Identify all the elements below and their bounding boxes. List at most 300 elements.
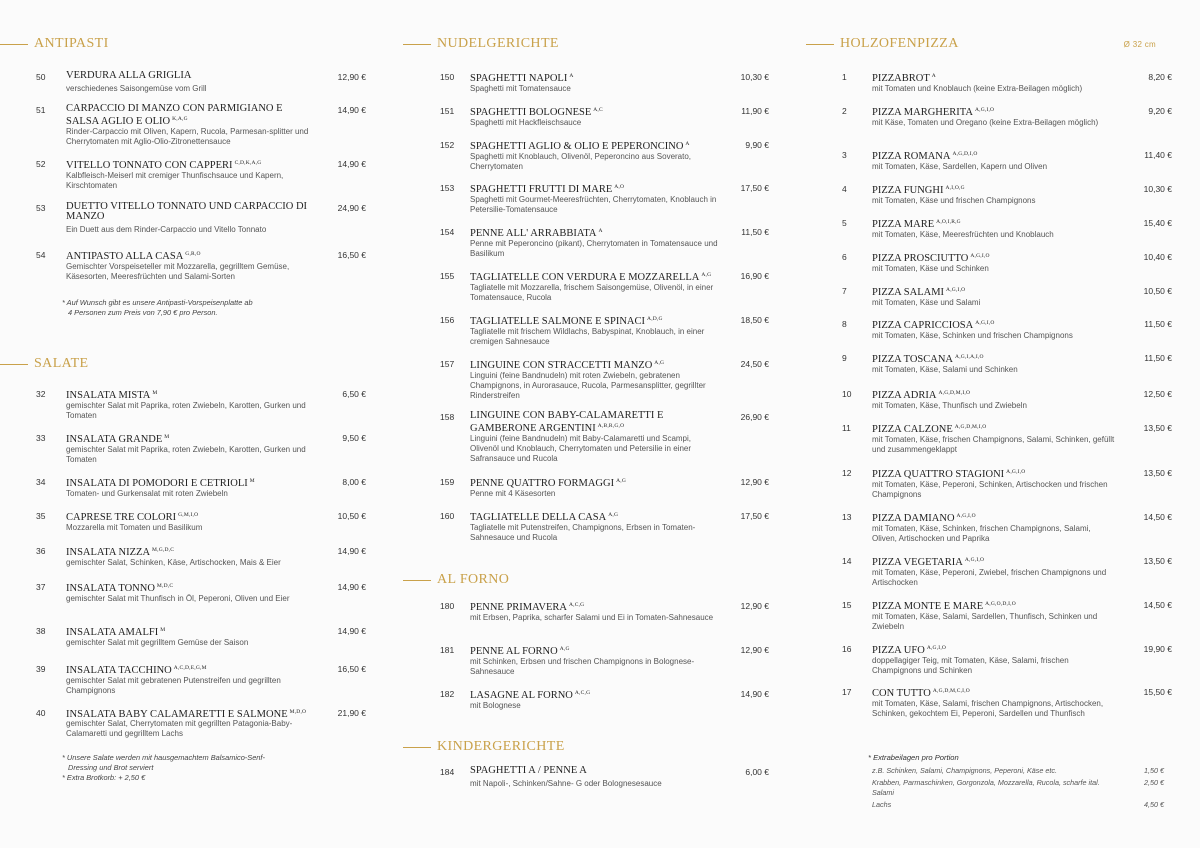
item-allergens: M: [152, 390, 158, 396]
item-name: [470, 411, 720, 434]
item-description: Rinder-Carpaccio mit Oliven, Kapern, Rucola, Parmesan-splitter und Cherrytomaten mit Aglio-Olio-Zitronettensauce: [66, 127, 309, 147]
extra-text: Krabben, Parmaschinken, Gorgonzola, Mozzarella, Rucola, scharfe ital. Salami: [872, 778, 1100, 797]
item-description: Penne mit 4 Käsesorten: [470, 489, 556, 498]
section-header-holzofenpizza: [806, 34, 1186, 54]
item-name-text: PIZZABROT: [872, 73, 930, 84]
item-allergens: M,D,C: [156, 583, 174, 589]
item-description: gemischter Salat mit gebratenen Putenstreifen und gegrillten Champignons: [66, 676, 281, 696]
item-price: 10,30 €: [1143, 184, 1172, 194]
item-price: 11,40 €: [1144, 150, 1172, 160]
item-number: 5: [842, 218, 847, 228]
item-allergens: A: [569, 73, 574, 79]
item-number: 4: [842, 184, 847, 194]
divider: [403, 580, 431, 581]
item-name: [872, 686, 1117, 699]
item-allergens: A,G,I,O: [974, 107, 995, 113]
section-title: SALATE: [34, 356, 89, 371]
item-name-text: PIZZA ROMANA: [872, 151, 951, 162]
item-number: 3: [842, 150, 847, 160]
item-number: 40: [36, 708, 46, 718]
item-name: [470, 644, 720, 657]
item-allergens: A,C: [593, 107, 603, 113]
item-allergens: A: [931, 73, 936, 79]
item-price: 14,90 €: [337, 546, 366, 556]
item-allergens: M: [249, 478, 255, 484]
item-number: 150: [440, 72, 455, 82]
section-title: NUDELGERICHTE: [437, 36, 559, 51]
item-name: [470, 139, 720, 152]
item-description: mit Tomaten, Käse, Meeresfrüchten und Knoblauch: [872, 230, 1054, 239]
section-title: HOLZOFENPIZZA: [840, 36, 959, 51]
item-description: Tagliatelle mit Putenstreifen, Champignons, Erbsen in Tomaten-Sahnesauce und Rucola: [470, 523, 696, 543]
item-name-text: INSALATA AMALFI: [66, 627, 159, 638]
item-description: gemischter Salat mit Paprika, roten Zwiebeln, Karotten, Gurken und Tomaten: [66, 401, 306, 421]
item-name-text: TAGLIATELLE CON VERDURA E MOZZARELLA: [470, 272, 700, 283]
section-title: AL FORNO: [437, 572, 510, 587]
item-price: 9,20 €: [1148, 106, 1172, 116]
item-name-text: PIZZA QUATTRO STAGIONI: [872, 469, 1005, 480]
item-name-text: PIZZA PROSCIUTTO: [872, 253, 969, 264]
item-allergens: M,G,D,C: [152, 547, 175, 553]
item-allergens: A,C,D,E,G,M: [173, 665, 207, 671]
item-description: Penne mit Peperoncino (pikant), Cherrytomaten in Tomatensauce und Basilikum: [470, 239, 718, 259]
item-number: 10: [842, 389, 852, 399]
item-price: 12,90 €: [337, 72, 366, 82]
item-name-text: CARPACCIO DI MANZO CON PARMIGIANO E SALSA AGLIO E OLIO: [66, 103, 283, 127]
divider: [806, 44, 834, 45]
item-price: 8,00 €: [342, 477, 366, 487]
item-allergens: A,G,D,I,O: [952, 151, 978, 157]
item-price: 14,90 €: [337, 105, 366, 115]
extras-title: * Extrabeilagen pro Portion: [868, 753, 959, 762]
item-description: gemischter Salat mit gegrilltem Gemüse der Saison: [66, 638, 249, 647]
footnote-line: 4 Personen zum Preis von 7,90 € pro Person.: [68, 308, 218, 317]
item-description: Spaghetti mit Tomatensauce: [470, 84, 571, 93]
item-name-text: INSALATA TACCHINO: [66, 665, 172, 676]
item-allergens: A,G: [616, 478, 627, 484]
item-price: 6,00 €: [745, 767, 769, 777]
item-name-text: INSALATA GRANDE: [66, 434, 163, 445]
item-allergens: A,G: [559, 646, 570, 652]
item-number: 32: [36, 389, 46, 399]
item-allergens: A,O,I,R,G: [936, 219, 961, 225]
item-name-text: PIZZA SALAMI: [872, 287, 945, 298]
item-description: doppellagiger Teig, mit Tomaten, Käse, Salami, frischen Champignons und Schinken: [872, 656, 1069, 676]
item-description: mit Tomaten, Käse, Peperoni, Zwiebel, frischen Champignons und Artischocken: [872, 568, 1107, 588]
item-description: mit Tomaten, Käse, Schinken, frischen Champignons, Salami, Oliven, Artischocken und Paprika: [872, 524, 1091, 544]
extra-text: Lachs: [872, 800, 892, 809]
item-name: [872, 149, 1117, 162]
divider: [403, 747, 431, 748]
footnote: [62, 753, 362, 783]
item-name-text: LINGUINE CON STRACCETTI MANZO: [470, 360, 653, 371]
item-price: 14,90 €: [337, 582, 366, 592]
item-number: 33: [36, 433, 46, 443]
item-name: [872, 285, 1117, 298]
footnote: [62, 298, 362, 318]
item-allergens: A,G,D,M,C,I,O: [932, 688, 970, 694]
item-name-text: CAPRESE TRE COLORI: [66, 512, 177, 523]
item-name: [872, 71, 1117, 84]
item-name: [470, 476, 720, 489]
extra-price: 4,50 €: [1144, 800, 1164, 809]
item-description: Tagliatelle mit Mozzarella, frischem Saisongemüse, Olivenöl, in einer Tomatensauce, Rucola: [470, 283, 714, 303]
item-price: 13,50 €: [1143, 468, 1172, 478]
item-allergens: A,C,G: [574, 690, 591, 696]
item-number: 158: [440, 412, 455, 422]
item-price: 15,40 €: [1143, 218, 1172, 228]
item-description: mit Tomaten, Käse, Schinken und frischen Champignons: [872, 331, 1073, 340]
item-price: 16,50 €: [337, 250, 366, 260]
item-name-text: LASAGNE AL FORNO: [470, 690, 573, 701]
item-number: 39: [36, 664, 46, 674]
item-name-text: INSALATA NIZZA: [66, 547, 151, 558]
item-number: 52: [36, 159, 46, 169]
item-price: 14,90 €: [337, 626, 366, 636]
item-description: mit Tomaten, Käse und Schinken: [872, 264, 989, 273]
item-name: [470, 71, 720, 84]
item-name: [66, 663, 316, 676]
divider: [0, 44, 28, 45]
item-name-text: SPAGHETTI A / PENNE A: [470, 765, 587, 776]
item-number: 54: [36, 250, 46, 260]
item-allergens: A,G,I,O: [1006, 469, 1026, 475]
item-name: [66, 625, 316, 638]
item-number: 182: [440, 689, 455, 699]
item-number: 184: [440, 767, 455, 777]
item-description: mit Tomaten und Knoblauch (keine Extra-Beilagen möglich): [872, 84, 1083, 93]
item-name-text: INSALATA BABY CALAMARETTI E SALMONE: [66, 709, 288, 720]
item-allergens: C,D,K,A,G: [234, 160, 262, 166]
item-price: 24,90 €: [337, 203, 366, 213]
item-price: 21,90 €: [337, 708, 366, 718]
item-name-text: INSALATA MISTA: [66, 390, 151, 401]
item-name-text: PIZZA VEGETARIA: [872, 557, 963, 568]
item-name: [872, 183, 1117, 196]
item-number: 151: [440, 106, 455, 116]
item-name: [470, 766, 720, 776]
footnote-line: Dressing und Brot serviert: [68, 763, 154, 772]
item-name: [872, 352, 1117, 365]
item-description: Spaghetti mit Knoblauch, Olivenöl, Peperoncino aus Soverato, Cherrytomaten: [470, 152, 692, 172]
item-number: 13: [842, 512, 852, 522]
item-description: verschiedenes Saisongemüse vom Grill: [66, 84, 207, 93]
extra-row: [872, 778, 1164, 797]
item-name: [66, 476, 316, 489]
item-allergens: A,G,I,O: [975, 320, 995, 326]
item-number: 1: [842, 72, 847, 82]
item-name-text: PENNE AL FORNO: [470, 646, 558, 657]
item-price: 13,50 €: [1143, 556, 1172, 566]
item-description: Kalbfleisch-Meiserl mit cremiger Thunfischsauce und Kapern, Kirschtomaten: [66, 171, 284, 191]
item-price: 6,50 €: [342, 389, 366, 399]
extra-row: [872, 766, 1164, 776]
section-header-al-forno: [403, 570, 509, 590]
item-name-text: PIZZA UFO: [872, 645, 925, 656]
item-description: mit Bolognese: [470, 701, 521, 710]
item-number: 35: [36, 511, 46, 521]
divider: [0, 364, 28, 365]
item-name: [66, 249, 316, 262]
item-name: [872, 217, 1117, 230]
pizza-size-note: Ø 32 cm: [1123, 39, 1156, 49]
item-description: Tomaten- und Gurkensalat mit roten Zwiebeln: [66, 489, 228, 498]
item-number: 160: [440, 511, 455, 521]
item-price: 17,50 €: [740, 511, 769, 521]
item-allergens: A,G,I,O: [964, 557, 985, 563]
item-name-text: ANTIPASTO ALLA CASA: [66, 251, 184, 262]
item-name-text: PENNE QUATTRO FORMAGGI: [470, 478, 615, 489]
item-allergens: G,R,O: [185, 251, 201, 257]
item-price: 12,50 €: [1143, 389, 1172, 399]
extra-text: z.B. Schinken, Salami, Champignons, Peperoni, Käse etc.: [872, 766, 1057, 775]
item-allergens: M: [160, 627, 166, 633]
item-name-text: INSALATA TONNO: [66, 583, 155, 594]
item-name: [470, 688, 720, 701]
item-price: 26,90 €: [740, 412, 769, 422]
item-name: [872, 318, 1117, 331]
item-number: 37: [36, 582, 46, 592]
item-number: 7: [842, 286, 847, 296]
item-price: 16,90 €: [740, 271, 769, 281]
item-allergens: M: [164, 434, 170, 440]
item-allergens: A: [598, 228, 603, 234]
item-name: [470, 314, 720, 327]
item-number: 16: [842, 644, 852, 654]
item-name: [470, 182, 720, 195]
item-price: 14,50 €: [1143, 512, 1172, 522]
item-name-text: PIZZA DAMIANO: [872, 513, 955, 524]
item-number: 181: [440, 645, 455, 655]
item-name-text: VITELLO TONNATO CON CAPPERI: [66, 160, 233, 171]
item-name-text: SPAGHETTI AGLIO & OLIO E PEPERONCINO: [470, 141, 684, 152]
item-description: mit Erbsen, Paprika, scharfer Salami und Ei in Tomaten-Sahnesauce: [470, 613, 714, 622]
item-number: 154: [440, 227, 455, 237]
item-price: 9,50 €: [342, 433, 366, 443]
item-price: 14,90 €: [740, 689, 769, 699]
item-allergens: K,A,G: [172, 116, 188, 122]
item-price: 12,90 €: [740, 477, 769, 487]
item-allergens: A,G: [608, 512, 619, 518]
item-name-text: CON TUTTO: [872, 688, 931, 699]
item-description: Tagliatelle mit frischem Wildlachs, Babyspinat, Knoblauch, in einer cremigen Sahnesauce: [470, 327, 705, 347]
item-allergens: A,I,O,G: [945, 185, 965, 191]
item-allergens: A,G,I,O: [926, 645, 947, 651]
item-number: 152: [440, 140, 455, 150]
item-number: 180: [440, 601, 455, 611]
item-number: 9: [842, 353, 847, 363]
item-name: [872, 251, 1117, 264]
item-name: [66, 388, 316, 401]
item-number: 17: [842, 687, 852, 697]
item-price: 15,50 €: [1143, 687, 1172, 697]
item-description: mit Napoli-, Schinken/Sahne- G oder Bolognesesauce: [470, 779, 662, 788]
item-name-text: LINGUINE CON BABY-CALAMARETTI E GAMBERONE ARGENTINI: [470, 410, 664, 434]
item-number: 53: [36, 203, 46, 213]
item-price: 16,50 €: [337, 664, 366, 674]
item-price: 11,90 €: [741, 106, 769, 116]
item-allergens: M,D,O: [289, 709, 307, 715]
item-price: 14,50 €: [1143, 600, 1172, 610]
item-price: 18,50 €: [740, 315, 769, 325]
item-name-text: VERDURA ALLA GRIGLIA: [66, 70, 192, 81]
item-description: gemischter Salat mit Paprika, roten Zwiebeln, Karotten, Gurken und Tomaten: [66, 445, 306, 465]
item-number: 8: [842, 319, 847, 329]
item-number: 157: [440, 359, 455, 369]
item-name: [470, 600, 720, 613]
item-number: 12: [842, 468, 852, 478]
item-description: mit Tomaten, Käse und Salami: [872, 298, 981, 307]
item-allergens: A,D,G: [647, 316, 663, 322]
item-name: [470, 510, 720, 523]
item-allergens: A,B,R,G,O: [597, 423, 625, 429]
item-number: 2: [842, 106, 847, 116]
item-name: [872, 511, 1117, 524]
item-description: mit Tomaten, Käse, Salami, frischen Champignons, Artischocken, Schinken, gekochtem Ei, Peperoni, Sardellen und Thunfisch: [872, 699, 1104, 719]
item-price: 12,90 €: [740, 645, 769, 655]
item-description: Mozzarella mit Tomaten und Basilikum: [66, 523, 203, 532]
footnote-line: * Extra Brotkorb: + 2,50 €: [62, 773, 146, 782]
item-description: gemischter Salat, Cherrytomaten mit gegrillten Patagonia-Baby-Calamaretti und gegrilltem Lachs: [66, 719, 293, 739]
item-price: 8,20 €: [1148, 72, 1172, 82]
divider: [403, 44, 431, 45]
item-name-text: SPAGHETTI NAPOLI: [470, 73, 568, 84]
item-price: 11,50 €: [1144, 353, 1172, 363]
item-number: 155: [440, 271, 455, 281]
item-name: [872, 388, 1117, 401]
item-price: 10,50 €: [1143, 286, 1172, 296]
item-name: [470, 358, 720, 371]
item-name: [66, 545, 316, 558]
item-name-text: PIZZA MARGHERITA: [872, 107, 973, 118]
item-allergens: A,G: [654, 360, 665, 366]
item-name-text: SPAGHETTI FRUTTI DI MARE: [470, 184, 613, 195]
item-price: 24,50 €: [740, 359, 769, 369]
item-name: [872, 422, 1117, 435]
item-name: [66, 71, 316, 81]
item-name: [872, 555, 1117, 568]
item-name: [66, 510, 316, 523]
item-name-text: PIZZA MONTE E MARE: [872, 601, 984, 612]
section-header-kindergerichte: [403, 737, 565, 757]
item-name: [66, 432, 316, 445]
item-price: 10,40 €: [1143, 252, 1172, 262]
item-name-text: PIZZA CAPRICCIOSA: [872, 320, 974, 331]
item-description: mit Tomaten, Käse, Sardellen, Kapern und Oliven: [872, 162, 1048, 171]
item-price: 11,50 €: [1144, 319, 1172, 329]
item-number: 156: [440, 315, 455, 325]
item-name-text: DUETTO VITELLO TONNATO UND CARPACCIO DI MANZO: [66, 201, 308, 222]
section-title: ANTIPASTI: [34, 36, 109, 51]
item-allergens: A,G: [701, 272, 712, 278]
item-number: 50: [36, 72, 46, 82]
item-number: 38: [36, 626, 46, 636]
item-number: 11: [842, 423, 851, 433]
item-description: Linguini (feine Bandnudeln) mit Baby-Calamaretti und Scampi, Olivenöl und Knoblauch, Cherrytomaten und Petersilie in einer Safransauce und Rucola: [470, 434, 692, 464]
item-allergens: A: [685, 141, 690, 147]
item-name: [66, 158, 316, 171]
footnote-line: * Auf Wunsch gibt es unsere Antipasti-Vorspeisenplatte ab: [62, 298, 253, 307]
item-allergens: A,G,I,O: [946, 287, 966, 293]
item-name-text: PENNE ALL' ARRABBIATA: [470, 228, 597, 239]
item-number: 36: [36, 546, 46, 556]
item-price: 14,90 €: [337, 159, 366, 169]
item-number: 14: [842, 556, 852, 566]
item-price: 11,50 €: [741, 227, 769, 237]
extra-price: 2,50 €: [1144, 778, 1164, 787]
item-name: [872, 599, 1117, 612]
item-number: 34: [36, 477, 46, 487]
item-number: 159: [440, 477, 455, 487]
item-description: mit Schinken, Erbsen und frischen Champignons in Bolognese-Sahnesauce: [470, 657, 695, 677]
item-name: [872, 643, 1117, 656]
item-name-text: PIZZA CALZONE: [872, 424, 953, 435]
item-name-text: TAGLIATELLE SALMONE E SPINACI: [470, 316, 646, 327]
item-price: 17,50 €: [740, 183, 769, 193]
item-name: [470, 105, 720, 118]
item-name: [66, 202, 316, 222]
item-description: mit Tomaten, Käse, Peperoni, Schinken, Artischocken und frischen Champignons: [872, 480, 1108, 500]
item-name-text: PIZZA ADRIA: [872, 390, 937, 401]
item-allergens: A,G,O,D,I,O: [985, 601, 1016, 607]
item-allergens: A,C,G: [568, 602, 585, 608]
item-number: 153: [440, 183, 455, 193]
item-name: [470, 226, 720, 239]
item-price: 13,50 €: [1143, 423, 1172, 433]
item-number: 6: [842, 252, 847, 262]
item-allergens: A,G,I,O: [970, 253, 990, 259]
item-description: Spaghetti mit Hackfleischsauce: [470, 118, 582, 127]
item-allergens: A,O: [614, 184, 625, 190]
item-description: Ein Duett aus dem Rinder-Carpaccio und Vitello Tonnato: [66, 225, 267, 234]
item-name-text: PENNE PRIMAVERA: [470, 602, 567, 613]
item-description: mit Tomaten, Käse und frischen Champignons: [872, 196, 1036, 205]
item-description: gemischter Salat mit Thunfisch in Öl, Peperoni, Oliven und Eier: [66, 594, 290, 603]
item-description: mit Tomaten, Käse, Salami und Schinken: [872, 365, 1018, 374]
item-name-text: INSALATA DI POMODORI E CETRIOLI: [66, 478, 248, 489]
item-name-text: TAGLIATELLE DELLA CASA: [470, 512, 607, 523]
extra-price: 1,50 €: [1144, 766, 1164, 775]
item-name: [872, 467, 1117, 480]
section-title: KINDERGERICHTE: [437, 739, 565, 754]
item-allergens: A,G,I,O: [956, 513, 976, 519]
item-allergens: A,G,I,A,I,O: [955, 354, 984, 360]
section-header-nudelgerichte: [403, 34, 559, 54]
item-name-text: SPAGHETTI BOLOGNESE: [470, 107, 592, 118]
item-number: 51: [36, 105, 46, 115]
item-description: mit Tomaten, Käse, frischen Champignons, Salami, Schinken, gefüllt und zusammengeklappt: [872, 435, 1115, 455]
item-description: Gemischter Vorspeiseteller mit Mozzarella, gegrilltem Gemüse, Käsesorten, Meeresfrüchten und Salami-Sorten: [66, 262, 290, 282]
item-price: 19,90 €: [1143, 644, 1172, 654]
item-price: 10,50 €: [337, 511, 366, 521]
item-name: [66, 581, 316, 594]
extra-row: [872, 800, 1164, 810]
section-header-salate: [0, 354, 89, 374]
item-name: [66, 104, 316, 127]
item-name-text: PIZZA FUNGHI: [872, 185, 944, 196]
item-description: mit Tomaten, Käse, Salami, Sardellen, Thunfisch, Schinken und Zwiebeln: [872, 612, 1098, 632]
item-name: [470, 270, 720, 283]
section-header-antipasti: [0, 34, 109, 54]
item-description: mit Käse, Tomaten und Oregano (keine Extra-Beilagen möglich): [872, 118, 1099, 127]
item-price: 10,30 €: [740, 72, 769, 82]
item-description: gemischter Salat, Schinken, Käse, Artischocken, Mais & Eier: [66, 558, 281, 567]
item-price: 12,90 €: [740, 601, 769, 611]
item-number: 15: [842, 600, 852, 610]
item-price: 9,90 €: [745, 140, 769, 150]
item-allergens: A,G,D,M,I,O: [954, 424, 987, 430]
item-description: mit Tomaten, Käse, Thunfisch und Zwiebeln: [872, 401, 1027, 410]
